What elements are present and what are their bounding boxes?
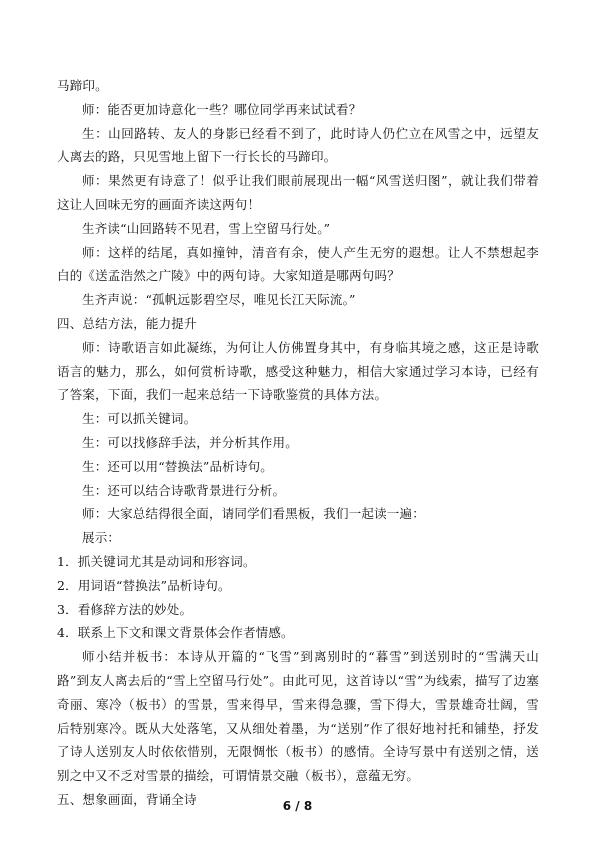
paragraph: 师：大家总结得很全面，请同学们看黑板，我们一起读一遍： [82, 506, 425, 522]
document-body [57, 74, 539, 812]
paragraph: 生：还可以结合诗歌背景进行分析。 [82, 482, 286, 498]
paragraph: 师小结并板书：本诗从开篇的“飞雪”到离别时的“暮雪”到送别时的“雪满天山路”到友人离去后的“雪上空留马行处”。由此可见，这首诗以“雪”为线索，描写了边塞奇丽、寒冷（板书）的雪景，雪来得早，雪来得急骤，雪下得大，雪景雄奇壮阔，雪后特别寒冷。既从大处落笔，又从细处着墨，为“送别”作了很好地衬托和铺垫，抒发了诗人送别友人时依依惜别，无限惆怅（板书）的感情。全诗写景中有送别之情，送别之中又不乏对雪景的描绘，可谓情景交融（板书），意蕴无穷。 [57, 649, 539, 784]
paragraph: 生齐声说：“孤帆远影碧空尽，唯见长江天际流。” [82, 292, 356, 308]
list-item: 2．用词语“替换法”品析诗句。 [57, 577, 231, 593]
list-item: 1．抓关键词尤其是动词和形容词。 [57, 553, 256, 569]
paragraph: 生：还可以用“替换法”品析诗句。 [82, 458, 273, 474]
list-item: 3．看修辞方法的妙处。 [57, 601, 193, 617]
paragraph: 生齐读“山回路转不见君，雪上空留马行处。” [82, 220, 331, 236]
paragraph: 生：山回路转、友人的身影已经看不到了，此时诗人仍伫立在风雪之中，远望友人离去的路，只见雪地上留下一行长长的马蹄印。 [57, 125, 539, 165]
section-heading: 马蹄印。 [57, 78, 108, 93]
paragraph: 师：这样的结尾，真如撞钟，清音有余，使人产生无穷的遐想。让人不禁想起李白的《送孟浩然之广陵》中的两句诗。大家知道是哪两句吗？ [57, 244, 539, 284]
paragraph: 师：果然更有诗意了！似乎让我们眼前展现出一幅“风雪送归图”，就让我们带着这让人回味无穷的画面齐读这两句！ [57, 173, 539, 212]
paragraph: 生：可以抓关键词。 [82, 411, 197, 427]
list-item: 4．联系上下文和课文背景体会作者情感。 [57, 625, 294, 641]
paragraph: 生：可以找修辞手法，并分析其作用。 [82, 434, 298, 450]
section-heading: 五、想象画面，背诵全诗 [57, 791, 197, 807]
paragraph: 师：诗歌语言如此凝练，为何让人仿佛置身其中，有身临其境之感，这正是诗歌语言的魅力，那么，如何赏析诗歌，感受这种魅力，相信大家通过学习本诗，已经有了答案，下面，我们一起来总结一下诗歌鉴赏的具体方法。 [57, 339, 539, 403]
page-number: 6 / 8 [282, 799, 313, 813]
paragraph: 展示： [82, 530, 121, 546]
section-heading: 四、总结方法，能力提升 [57, 315, 197, 331]
paragraph: 师：能否更加诗意化一些？哪位同学再来试试看？ [82, 101, 362, 117]
